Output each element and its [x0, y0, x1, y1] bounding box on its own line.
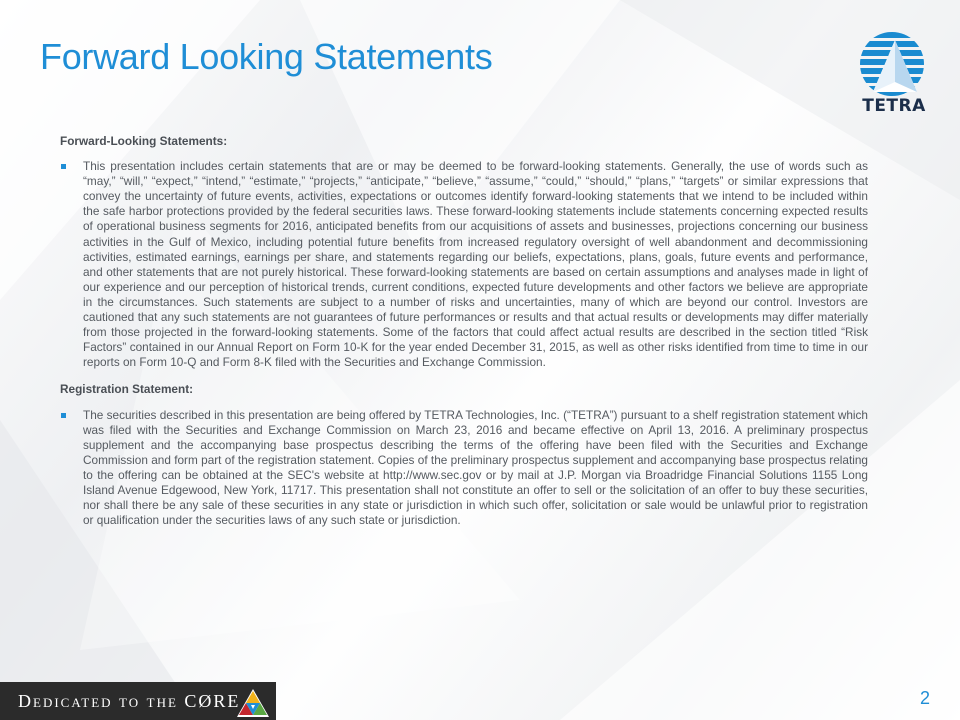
core-triangle-icon — [236, 688, 270, 718]
page-title: Forward Looking Statements — [40, 36, 493, 77]
section-heading-forward-looking: Forward-Looking Statements: — [60, 134, 228, 148]
forward-looking-paragraph: This presentation includes certain statements that are or may be deemed to be forward-looking statements. Generally, the use of words such as “may,” “will,” “expect,” “intend,” “estimate,” “projects,” “anticipate,” “believe,” “assume,” “could,” “should,” “plans,” “targets” or similar expressions that convey the uncertainty of future events, activities, expectations or outcomes identify forward-looking statements that we intend to be included within the safe harbor protections provided by the federal securities laws. These forward-looking statements include statements concerning expected results of operational business segments for 2016, anticipated benefits from our acquisitions of assets and businesses, projections concerning our business activities in the Gulf of Mexico, including potential future benefits from increased regulatory oversight of well abandonment and decommissioning activities, estimated earnings, earnings per share, and statements regarding our beliefs, expectations, plans, goals, future events and performance, and other statements that are not purely historical. These forward-looking statements are based on certain assumptions and analyses made in light of our experience and our perception of historical trends, current conditions, expected future developments and other factors we believe are appropriate in the circumstances. Such statements are subject to a number of risks and uncertainties, many of which are beyond our control. Investors are cautioned that any such statements are not guarantees of future performances or results and that actual results or developments may differ materially from those projected in the forward-looking statements. Some of the factors that could affect actual results are described in the section titled “Risk Factors” contained in our Annual Report on Form 10-K for the year ended December 31, 2015, as well as other risks identified from time to time in our reports on Form 10-Q and Form 8-K filed with the Securities and Exchange Commission. — [60, 159, 868, 370]
disclaimer-content — [60, 134, 868, 528]
registration-paragraph: The securities described in this presentation are being offered by TETRA Technologies, Inc. (“TETRA”) pursuant to a shelf registration statement which was filed with the Securities and Exchange Commission on March 23, 2016 and became effective on April 13, 2016. A preliminary prospectus supplement and the accompanying base prospectus describing the terms of the offering have been filed with the Securities and Exchange Commission and form part of the registration statement. Copies of the preliminary prospectus supplement and accompanying base prospectus relating to the offering can be obtained at the SEC's website at http://www.sec.gov or by mail at J.P. Morgan via Broadridge Financial Solutions 1155 Long Island Avenue Edgewood, New York, 11717. This presentation shall not constitute an offer to sell or the solicitation of an offer to buy these securities, nor shall there be any sale of these securities in any state or jurisdiction in which such offer, solicitation or sale would be unlawful prior to registration or qualification under the securities laws of any such state or jurisdiction. — [60, 408, 868, 529]
page-number: 2 — [920, 688, 931, 708]
footer-tagline: Dedicated to the CØRE — [18, 691, 241, 711]
section-heading-registration: Registration Statement: — [60, 382, 194, 397]
tetra-logo-text: TETRA — [862, 96, 926, 116]
footer-tagline-bar — [0, 682, 276, 720]
